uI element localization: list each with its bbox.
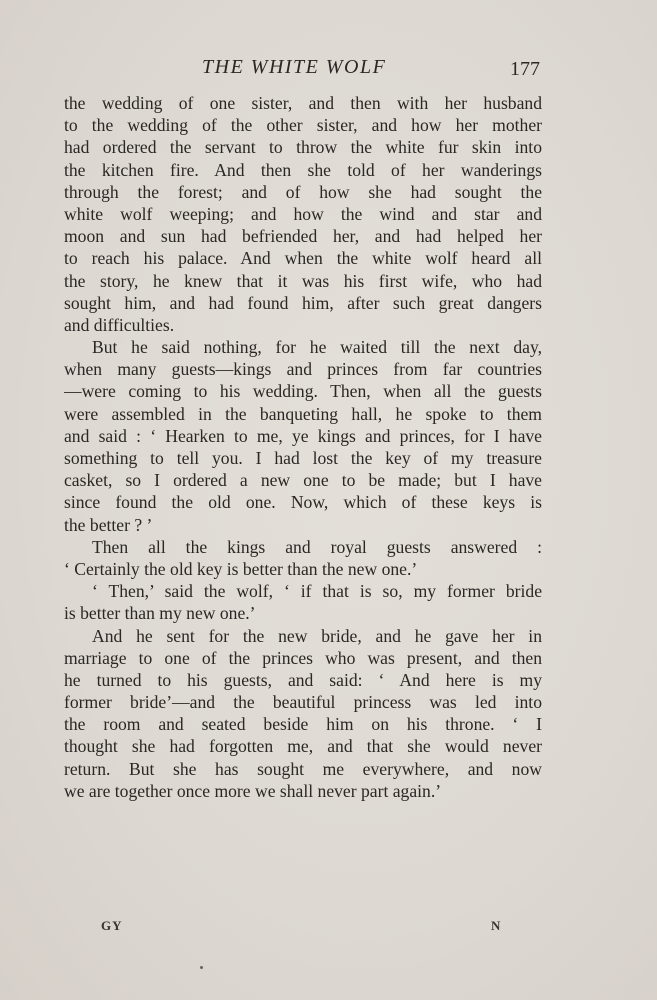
text-line: But he said nothing, for he waited till the next day,	[92, 337, 542, 358]
text-line: the room and seated beside him on his throne. ‘ I	[64, 714, 542, 735]
paper-speck	[200, 966, 203, 969]
text-line: he turned to his guests, and said: ‘ And here is my	[64, 669, 542, 690]
text-line: were assembled in the banqueting hall, he spoke to them	[64, 403, 542, 424]
page-number: 177	[510, 58, 540, 80]
text-line: the story, he knew that it was his first wife, who had	[64, 270, 542, 291]
signature-mark-right: N	[491, 918, 502, 933]
running-title: THE WHITE WOLF	[202, 56, 387, 78]
text-line: casket, so I ordered a new one to be made; but I have	[64, 470, 542, 491]
text-line: Then all the kings and royal guests answered :	[92, 536, 542, 557]
signature-mark-left: GY	[101, 918, 123, 933]
text-line: former bride’—and the beautiful princess was led into	[64, 692, 542, 713]
text-line: and difficulties.	[64, 314, 175, 335]
text-line: ‘ Then,’ said the wolf, ‘ if that is so, my former bride	[92, 581, 542, 602]
text-line: And he sent for the new bride, and he gave her in	[92, 625, 542, 646]
body-text	[64, 92, 542, 802]
text-line: through the forest; and of how she had sought the	[64, 181, 542, 202]
text-line: sought him, and had found him, after such great dangers	[64, 292, 542, 313]
text-line: since found the old one. Now, which of these keys is	[64, 492, 542, 513]
text-line: thought she had forgotten me, and that she would never	[64, 736, 542, 757]
text-line: is better than my new one.’	[64, 603, 256, 624]
text-line: and said : ‘ Hearken to me, ye kings and princes, for I have	[64, 425, 542, 446]
text-line: something to tell you. I had lost the key of my treasure	[64, 448, 542, 468]
text-line: the better ? ’	[64, 514, 153, 535]
text-line: to reach his palace. And when the white wolf heard all	[64, 248, 542, 269]
text-line: white wolf weeping; and how the wind and star and	[64, 203, 542, 224]
text-line: when many guests—kings and princes from far countries	[64, 359, 542, 380]
text-line: —were coming to his wedding. Then, when all the guests	[64, 381, 542, 402]
text-line: moon and sun had befriended her, and had helped her	[64, 226, 542, 247]
running-head	[64, 56, 540, 86]
text-line: had ordered the servant to throw the white fur skin into	[64, 137, 542, 158]
text-line: the kitchen fire. And then she told of her wanderings	[64, 159, 542, 180]
text-line: marriage to one of the princes who was present, and then	[64, 647, 542, 668]
text-line: to the wedding of the other sister, and how her mother	[64, 115, 542, 136]
text-line: we are together once more we shall never part again.’	[64, 780, 442, 801]
text-line: the wedding of one sister, and then with her husband	[64, 93, 542, 113]
text-line: return. But she has sought me everywhere, and now	[64, 758, 542, 779]
text-line: ‘ Certainly the old key is better than the new one.’	[64, 558, 418, 579]
